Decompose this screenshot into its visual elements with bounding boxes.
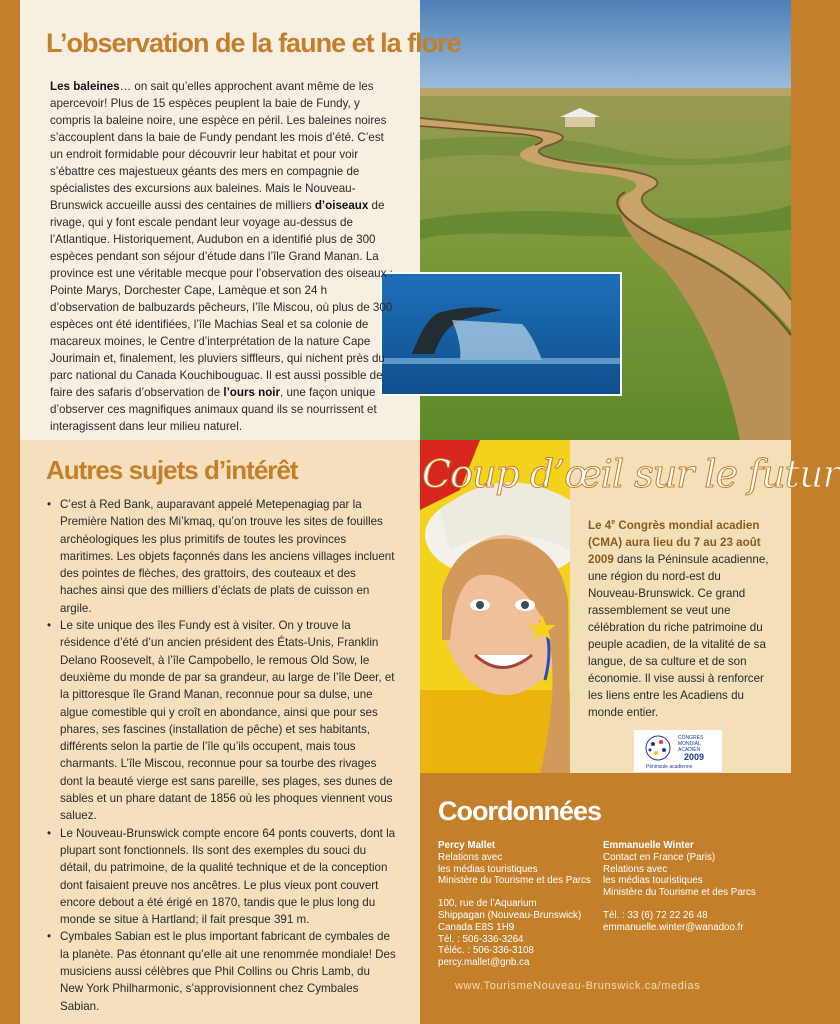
list-item: • Cymbales Sabian est le plus important fabricant de cymbales de la planète. Pas étonnant qu’elle ait une renommée mondiale! Des musiciens aussi célèbres que Phil Collins ou Chris Lamb, du New York Philharmonic, s’approvisionnent chez Cymbales Sabian. — [46, 928, 396, 1014]
contact-line: les médias touristiques — [603, 875, 703, 887]
contact-name: Percy Mallet — [438, 840, 496, 851]
website-link[interactable]: www.TourismeNouveau-Brunswick.ca/medias — [455, 980, 701, 992]
logo-text: CONGRÈS — [678, 735, 704, 741]
contact-line: les médias touristiques — [438, 863, 538, 875]
whales-label: Les baleines — [50, 80, 120, 93]
contact-percy-mallet — [438, 840, 598, 969]
logo-text: ACADIEN — [678, 747, 701, 753]
list-item: • Le site unique des îles Fundy est à visiter. On y trouve la résidence d’été d’un ancien président des États-Unis, Franklin Delano Roosevelt, à l’île Campobello, le remous Old Sow, le deuxième du monde de par sa grandeur, au large de l’île Deer, et la pittoresque île Grand Manan, reconnue pour sa dulse, une algue comestible qui y croît en abondance, ainsi que pour ses phares, ses fascines (installation de pêche) et ses habitants, différents selon la partie de l’île qu’ils occupent, mais tous charmants. L’île Miscou, reconnue pour sa tourbe des rivages dont la beauté vierge est sans pareille, ses plages, ses dunes de sables et un phare datant de 1856 où les phoques viennent vous saluez. — [46, 617, 396, 825]
paragraph-text: de rivage, qui y font escale pendant leur voyage au-dessus de l’Atlantique. Historiquement, Audubon en a identifié plus de 300 espèces pendant son séjour d’étude dans l’île Grand Manan. La province est une véritable mecque pour l’observation des oiseaux : Pointe Marys, Dorchester Cape, Lamèque et son 24 h d’observation de balbuzards pêcheurs, l’île Miscou, où plus de 300 espèces ont été identifiées, l’île Machias Seal et sa colonie de macareux moines, le Centre d’interprétation de la nature Cape Jourimain et, finalement, les pluviers siffleurs, qui nichent près du parc national du Canada Kouchibouguac. Il est aussi possible de faire des safaris d’observation de — [50, 199, 393, 399]
contact-line: Téléc. : 506-336-3108 — [438, 945, 534, 957]
contact-line: Canada E8S 1H9 — [438, 921, 515, 933]
contact-line: Relations avec — [438, 851, 503, 863]
whale-tail-photo — [380, 272, 622, 396]
black-bear-label: l’ours noir — [223, 386, 281, 399]
contact-line: Relations avec — [603, 863, 668, 875]
contact-name: Emmanuelle Winter — [603, 840, 694, 851]
logo-year: 2009 — [684, 752, 705, 762]
page-title: L’observation de la faune et la flore — [46, 28, 461, 58]
list-item: • C’est à Red Bank, auparavant appelé Metepenagiag par la Première Nation des Mi’kmaq, qu’on trouve les sites de fouilles archéologiques les plus primitifs de toutes les provinces maritimes. Les objets façonnés dans les anciens villages incluent des pointes de flèches, des grattoirs, des couteaux et des haches ainsi que des milliers d’éclats de plats de cuisson en argile. — [46, 496, 396, 617]
contact-line: Shippagan (Nouveau-Brunswick) — [438, 909, 582, 921]
contact-line: Ministère du Tourisme et des Parcs — [438, 875, 591, 887]
contact-line: Contact en France (Paris) — [603, 851, 716, 863]
topics-list — [46, 496, 396, 1015]
contact-title: Coordonnées — [438, 796, 602, 826]
contact-line — [438, 887, 598, 898]
paragraph-text: , une façon unique d’observer ces magnifiques animaux quand ils se nourrissent et interagissent dans leur milieu naturel. — [50, 386, 377, 433]
contact-line: Tél. : 506-336-3264 — [438, 933, 524, 945]
cma-2009-logo — [634, 730, 722, 772]
section-title: Autres sujets d’intérêt — [46, 455, 298, 485]
contact-line: Ministère du Tourisme et des Parcs — [603, 887, 756, 899]
intro-text: Congrès mondial acadien (CMA) aura lieu du 7 au 23 août 2009 — [588, 518, 761, 566]
paragraph-text: … on sait qu’elles approchent avant même de les apercevoir! Plus de 15 espèces peuplent la baie de Fundy, y compris la baleine noire, une espèce en péril. Les baleines noires s’accouplent dans la baie de Fundy pendant les mois d’été. C’est un endroit formidable pour découvrir leur habitat et pour voir s’ébattre ces majestueux géants des mers en compagnie de spécialistes des excursions aux baleines. Mais le Nouveau-Brunswick accueille aussi des centaines de milliers — [50, 80, 387, 212]
birds-label: d’oiseaux — [314, 199, 369, 212]
future-title: Coup d’œil sur le futur — [422, 452, 840, 496]
paragraph-text: dans la Péninsule acadienne, une région du nord-est du Nouveau-Brunswick. Ce grand rassemblement se veut une célébration du riche patrimoine du peuple acadien, de la vitalité de sa langue, de sa culture et de son économie. Il vise aussi à renforcer les liens entre les Acadiens du monde entier. — [588, 552, 769, 719]
list-item: • Le Nouveau-Brunswick compte encore 64 ponts couverts, dont la plupart sont fonctionnels. Ils sont des exemples du souci du détail, du patrimoine, de la qualité technique et de la conception dont faisaient preuve nos ancêtres. Le plus vieux pont couvert encore debout a été érigé en 1870, tandis que le plus long du monde se situe à Hartland; il fait presque 391 m. — [46, 825, 396, 929]
contact-line[interactable]: percy.mallet@gnb.ca — [438, 957, 530, 969]
intro-text: Le 4 — [588, 518, 612, 532]
future-paragraph — [588, 514, 774, 721]
logo-subtitle: Péninsule acadienne — [646, 764, 693, 770]
logo-text: MONDIAL — [678, 741, 701, 747]
contact-line: 100, rue de l’Aquarium — [438, 898, 537, 910]
ordinal-suffix: e — [611, 519, 616, 526]
contact-line: Tél. : 33 (6) 72 22 26 48 — [603, 909, 708, 921]
contact-line — [603, 899, 783, 910]
contact-emmanuelle-winter — [603, 840, 783, 934]
wildlife-paragraph — [50, 78, 398, 435]
contact-line[interactable]: emmanuelle.winter@wanadoo.fr — [603, 921, 744, 933]
